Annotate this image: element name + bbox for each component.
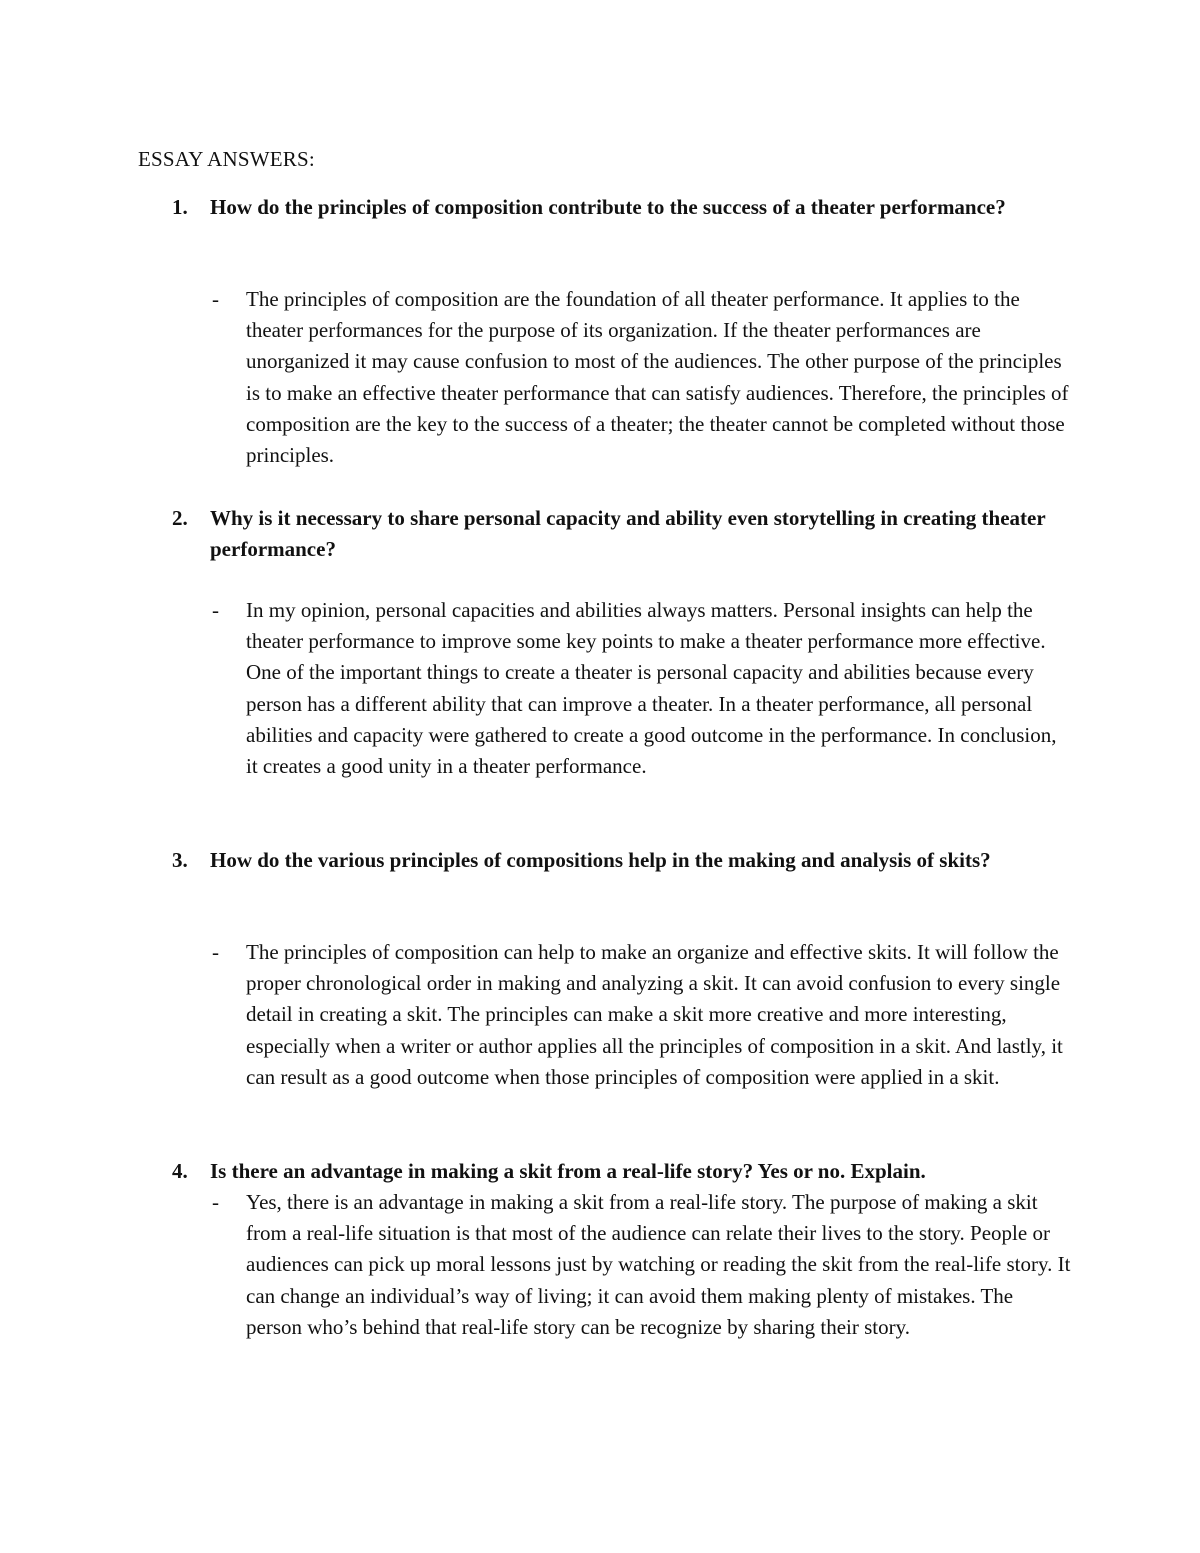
page-title: ESSAY ANSWERS: bbox=[138, 147, 315, 171]
question-number: 1. bbox=[172, 195, 188, 219]
question-1 bbox=[172, 192, 1072, 223]
question-2 bbox=[172, 503, 1072, 565]
question-number: 4. bbox=[172, 1159, 188, 1183]
question-text: How do the various principles of compositions help in the making and analysis of skits? bbox=[210, 848, 991, 872]
question-text: Is there an advantage in making a skit from a real-life story? Yes or no. Explain. bbox=[210, 1159, 926, 1183]
question-number: 2. bbox=[172, 506, 188, 530]
question-3 bbox=[172, 845, 1072, 876]
answer-3 bbox=[212, 937, 1072, 1093]
answer-text: The principles of composition are the foundation of all theater performance. It applies to the theater performances for the purpose of its organization. If the theater performances are unorganized it may cause confusion to most of the audiences. The other purpose of the principles is to make an effective theater performance that can satisfy audiences. Therefore, the principles of composition are the key to the success of a theater; the theater cannot be completed without those principles. bbox=[246, 287, 1069, 468]
question-number: 3. bbox=[172, 848, 188, 872]
answer-text: In my opinion, personal capacities and abilities always matters. Personal insights can help the theater performance to improve some key points to make a theater performance more effective. One of the important things to create a theater is personal capacity and abilities because every person has a different ability that can improve a theater. In a theater performance, all personal abilities and capacity were gathered to create a good outcome in the performance. In conclusion, it creates a good unity in a theater performance. bbox=[246, 598, 1057, 779]
question-text: Why is it necessary to share personal capacity and ability even storytelling in creating theater performance? bbox=[210, 506, 1046, 561]
bullet-dash: - bbox=[212, 1190, 219, 1214]
answer-2 bbox=[212, 595, 1072, 782]
question-text: How do the principles of composition contribute to the success of a theater performance? bbox=[210, 195, 1006, 219]
answer-text: Yes, there is an advantage in making a skit from a real-life story. The purpose of making a skit from a real-life situation is that most of the audience can relate their lives to the story. People or audiences can pick up moral lessons just by watching or reading the skit from the real-life story. It can change an individual’s way of living; it can avoid them making plenty of mistakes. The person who’s behind that real-life story can be recognize by sharing their story. bbox=[246, 1190, 1071, 1339]
bullet-dash: - bbox=[212, 940, 219, 964]
answer-4 bbox=[212, 1187, 1072, 1343]
answer-1 bbox=[212, 284, 1072, 471]
bullet-dash: - bbox=[212, 598, 219, 622]
question-4 bbox=[172, 1156, 1072, 1187]
bullet-dash: - bbox=[212, 287, 219, 311]
answer-text: The principles of composition can help to make an organize and effective skits. It will follow the proper chronological order in making and analyzing a skit. It can avoid confusion to every single detail in creating a skit. The principles can make a skit more creative and more interesting, especially when a writer or author applies all the principles of composition in a skit. And lastly, it can result as a good outcome when those principles of composition were applied in a skit. bbox=[246, 940, 1063, 1089]
